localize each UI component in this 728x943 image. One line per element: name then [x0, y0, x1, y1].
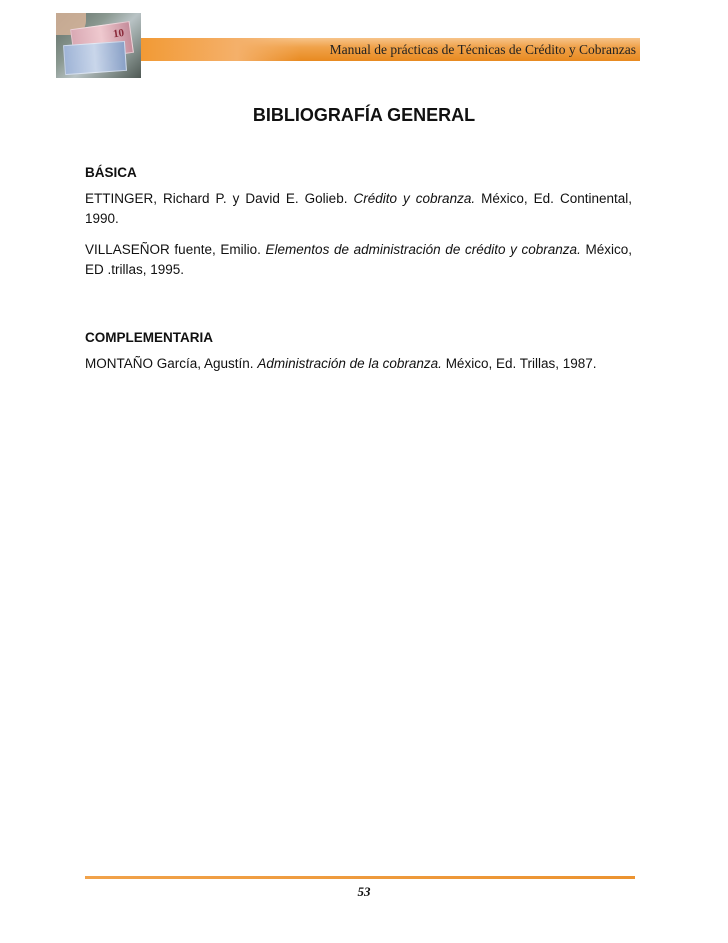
page-number: 53 — [357, 884, 371, 899]
reference-entry — [85, 240, 632, 280]
reference-work-title: Administración de la cobranza. — [257, 356, 442, 371]
header-photo — [56, 13, 141, 78]
footer-divider — [85, 876, 635, 879]
reference-authors: ETTINGER, Richard P. y David E. Golieb. — [85, 191, 348, 206]
page-title: BIBLIOGRAFÍA GENERAL — [252, 105, 476, 125]
reference-publication: México, ED .trillas, 1995. — [85, 242, 632, 277]
reference-entry — [85, 189, 632, 229]
reference-authors: VILLASEÑOR fuente, Emilio. — [85, 242, 261, 257]
section-heading-complementaria: COMPLEMENTARIA — [85, 330, 213, 345]
reference-publication: México, Ed. Continental, 1990. — [85, 191, 632, 226]
reference-work-title: Elementos de administración de crédito y cobranza. — [265, 242, 581, 257]
header-title: Manual de prácticas de Técnicas de Crédito y Cobranzas — [329, 42, 636, 57]
reference-work-title: Crédito y cobranza. — [353, 191, 476, 206]
banknote-denomination: 10 — [112, 26, 125, 41]
section-heading-basica: BÁSICA — [85, 165, 137, 180]
reference-authors: MONTAÑO García, Agustín. — [85, 356, 254, 371]
banknote-shape — [63, 41, 127, 75]
header-bar-gradient — [141, 38, 301, 61]
reference-publication: México, Ed. Trillas, 1987. — [445, 356, 597, 371]
reference-entry — [85, 354, 632, 374]
